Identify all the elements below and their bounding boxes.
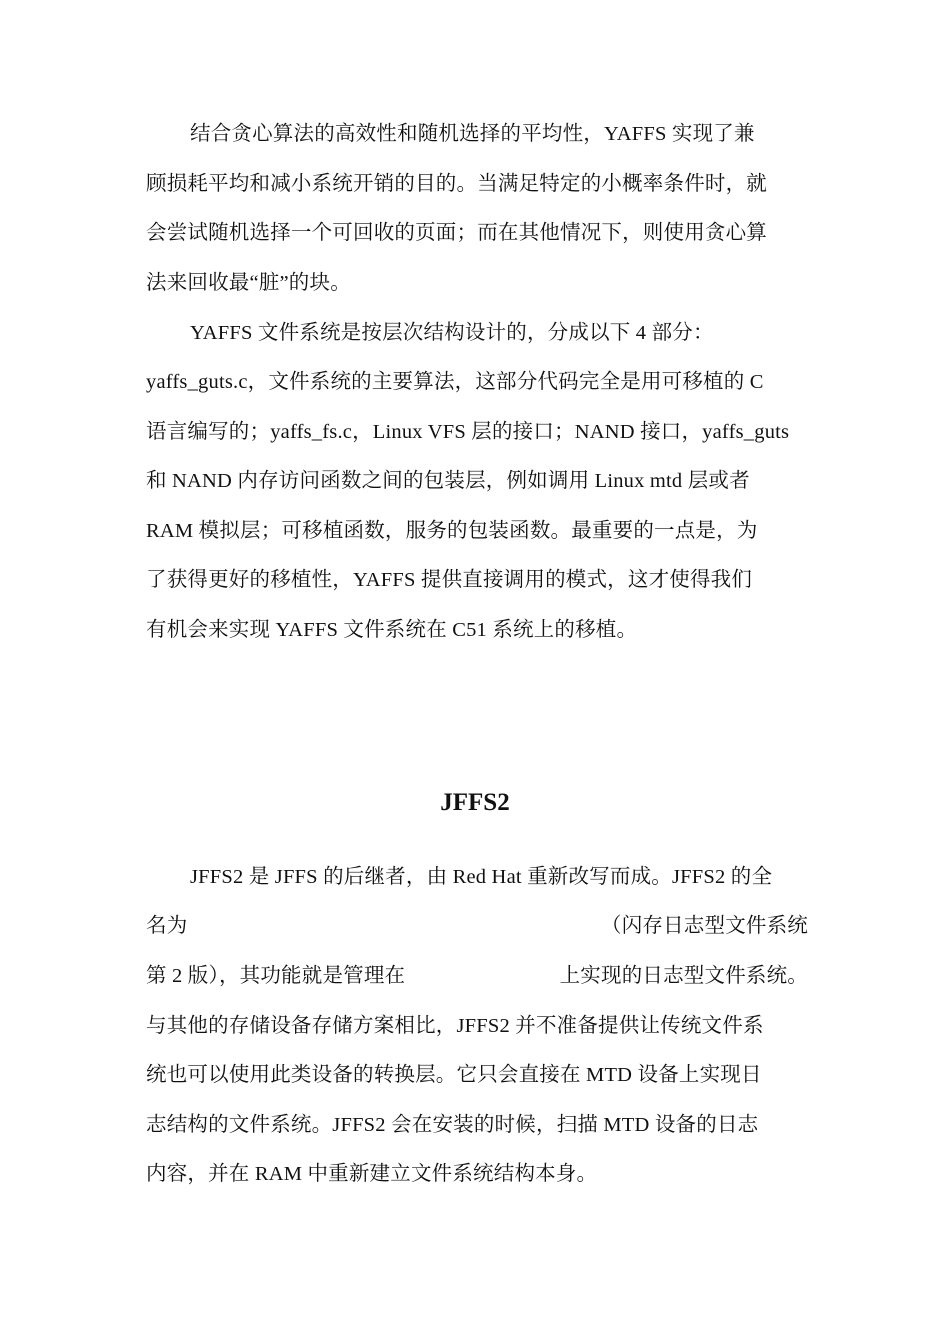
paragraph-2-line-7: 有机会来实现 YAFFS 文件系统在 C51 系统上的移植。 [146,619,638,641]
paragraph-3-line-2-left: 名为 [146,915,188,937]
paragraph-3-line-3 [146,961,808,991]
paragraph-3-line-3-right: 上实现的日志型文件系统。 [559,965,808,987]
paragraph-1-line-2: 顾损耗平均和减小系统开销的目的。当满足特定的小概率条件时，就 [146,173,767,195]
paragraph-3-line-6: 志结构的文件系统。JFFS2 会在安装的时候，扫描 MTD 设备的日志 [146,1114,759,1136]
paragraph-3-line-7: 内容，并在 RAM 中重新建立文件系统结构本身。 [146,1163,598,1185]
paragraph-2-line-6: 了获得更好的移植性，YAFFS 提供直接调用的模式，这才使得我们 [146,569,753,591]
paragraph-1-line-4: 法来回收最“脏”的块。 [146,272,351,294]
paragraph-2-line-3: 语言编写的；yaffs_fs.c，Linux VFS 层的接口；NAND 接口，yaffs_guts [146,421,790,443]
paragraph-2-line-5: RAM 模拟层；可移植函数，服务的包装函数。最重要的一点是，为 [146,520,758,542]
paragraph-3-line-1: JFFS2 是 JFFS 的后继者，由 Red Hat 重新改写而成。JFFS2 的全 [190,866,773,888]
paragraph-3-line-4: 与其他的存储设备存储方案相比，JFFS2 并不准备提供让传统文件系 [146,1015,764,1037]
paragraph-3-line-3-left: 第 2 版），其功能就是管理在 [146,965,406,987]
paragraph-3-line-2 [146,911,808,941]
section-heading: JFFS2 [440,789,510,816]
paragraph-2-line-2: yaffs_guts.c，文件系统的主要算法，这部分代码完全是用可移植的 C [146,371,764,393]
paragraph-3-line-2-right: （闪存日志型文件系统 [601,915,808,937]
paragraph-1-line-3: 会尝试随机选择一个可回收的页面；而在其他情况下，则使用贪心算 [146,222,767,244]
paragraph-3-line-5: 统也可以使用此类设备的转换层。它只会直接在 MTD 设备上实现日 [146,1064,762,1086]
paragraph-2-line-4: 和 NAND 内存访问函数之间的包装层，例如调用 Linux mtd 层或者 [146,470,750,492]
paragraph-2-line-1: YAFFS 文件系统是按层次结构设计的，分成以下 4 部分： [190,322,714,344]
paragraph-1-line-1: 结合贪心算法的高效性和随机选择的平均性，YAFFS 实现了兼 [190,123,755,145]
